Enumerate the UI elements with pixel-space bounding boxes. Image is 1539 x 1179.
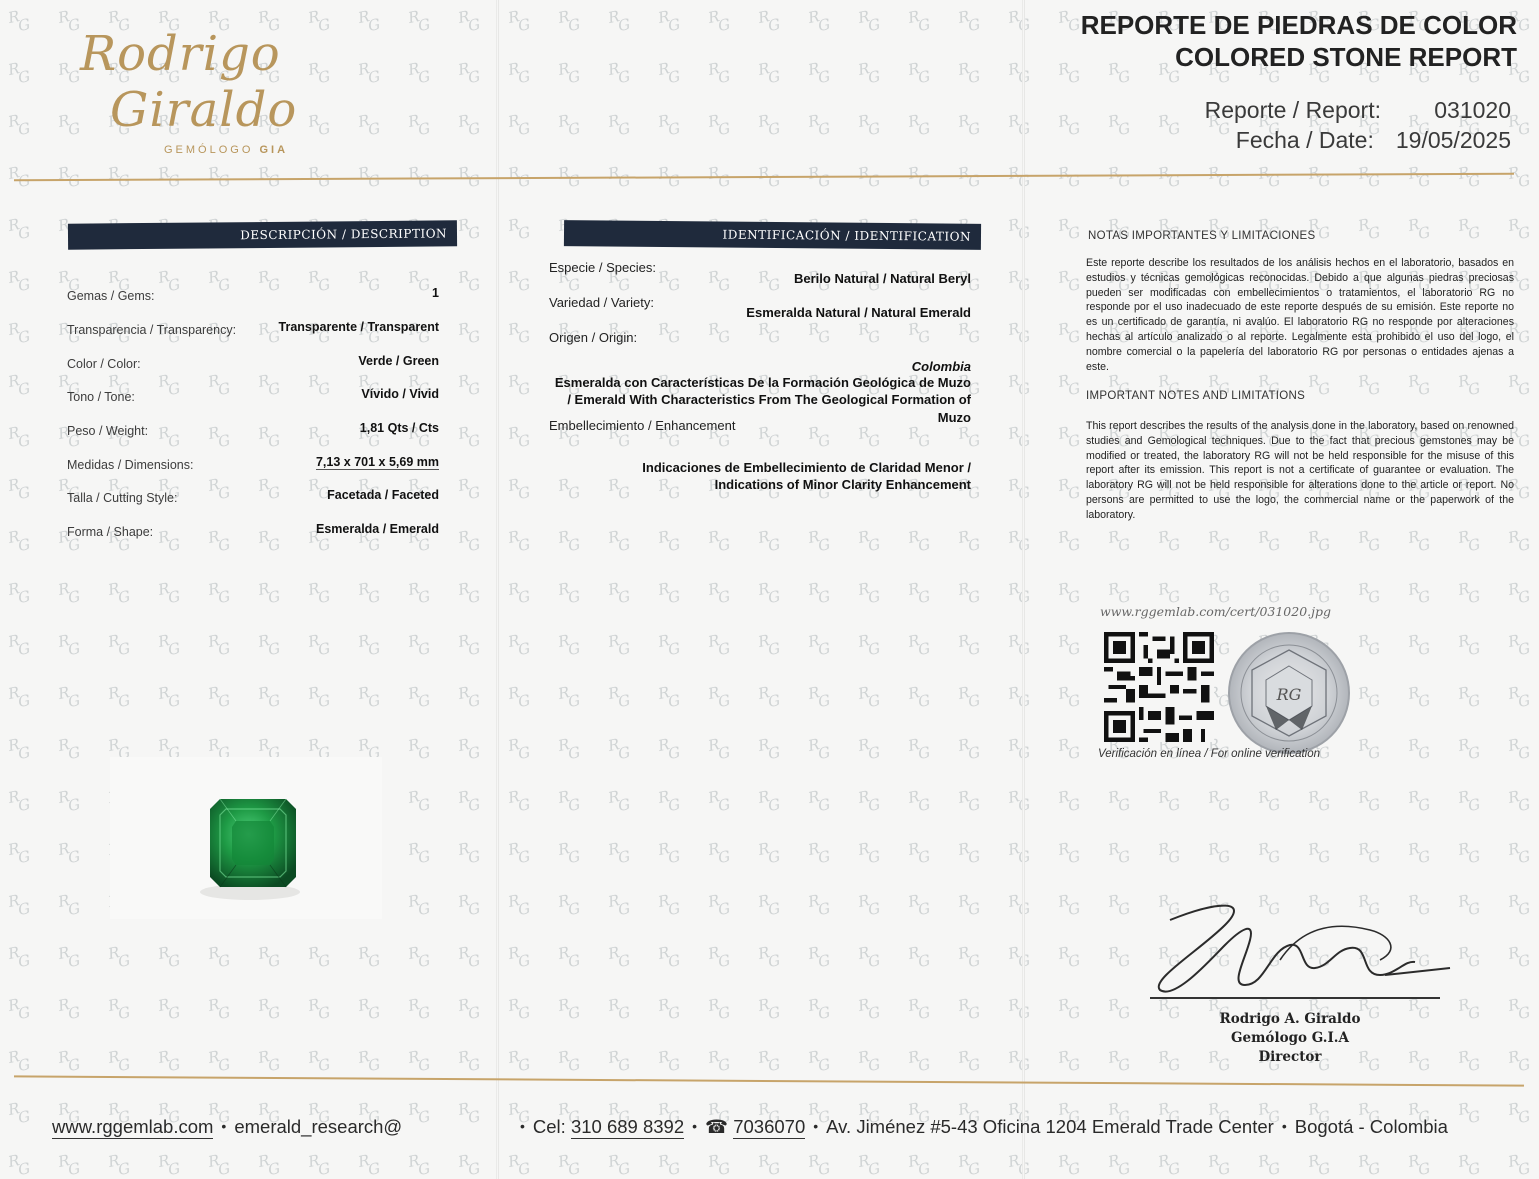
- description-row: [67, 387, 439, 410]
- origin-note-line-2: / Emerald With Characteristics From The Geological Formation of: [567, 392, 971, 407]
- origin-value: Colombia: [911, 359, 971, 374]
- row-label: Color / Color:: [67, 357, 141, 371]
- footer-city: Bogotá - Colombia: [1294, 1116, 1448, 1137]
- description-row: [67, 354, 439, 377]
- logo-line-1: Rodrigo: [80, 26, 281, 82]
- telephone-icon: ☎: [705, 1116, 729, 1137]
- footer-address: Av. Jiménez #5-43 Oficina 1204 Emerald Trade Center: [826, 1116, 1274, 1137]
- row-label: Forma / Shape:: [67, 525, 154, 539]
- notes-heading-en: IMPORTANT NOTES AND LIMITATIONS: [1086, 390, 1306, 402]
- row-label: Gemas / Gems:: [67, 289, 155, 303]
- origin-note-line-1: Esmeralda con Características De la Formación Geológica de Muzo: [554, 375, 971, 390]
- qr-code[interactable]: [1104, 632, 1214, 742]
- signature-line: [1150, 997, 1440, 999]
- variety-label: Variedad / Variety:: [549, 295, 655, 310]
- emerald-gem-image: [110, 757, 382, 919]
- description-row: [67, 455, 439, 478]
- enhancement-value-line-2: Indications of Minor Clarity Enhancement: [714, 477, 971, 492]
- footer-email[interactable]: emerald_research@: [234, 1116, 403, 1137]
- logo-line-2: Giraldo: [110, 82, 298, 138]
- logo-tagline: [164, 144, 288, 156]
- verification-url[interactable]: www.rggemlab.com/cert/031020.jpg: [1100, 604, 1332, 619]
- gemstone-photo: [110, 757, 382, 919]
- footer-phone[interactable]: 310 689 8392: [570, 1116, 685, 1137]
- notes-text-es: Este reporte describe los resultados de los análisis hechos en el laboratorio, basados en estudios y técnicas gemológicas reconocidas. Debido a que algunas piedras preciosas pueden ser modificadas con embellecimientos o tratamientos, el laboratorio RG no responde por el uso inadecuado de este reporte después de su emisión. Este reporte no es un certificado de garantía, ni avalúo. El laboratorio RG no responde por alteraciones hechas al artículo analizado o al reporte. Legalmente esta prohibido el uso del logo, el nombre comercial o la papelería del laboratorio RG por personas o entidades ajenas a este.: [1086, 257, 1514, 373]
- footer-right: [512, 1116, 1448, 1138]
- row-value: Verde / Green: [358, 354, 439, 368]
- species-label: Especie / Species:: [549, 260, 656, 275]
- separator-dot: •: [813, 1118, 819, 1134]
- title-english: COLORED STONE REPORT: [1175, 42, 1517, 72]
- separator-dot: •: [692, 1118, 698, 1134]
- signature-scrawl: [1130, 890, 1460, 1010]
- row-value: Facetada / Faceted: [327, 488, 439, 502]
- report-label: Reporte / Report:: [1204, 97, 1381, 123]
- row-label: Transparencia / Transparency:: [67, 323, 237, 337]
- date-value: 19/05/2025: [1395, 127, 1511, 153]
- enhancement-label: Embellecimiento / Enhancement: [549, 418, 736, 433]
- verification-caption: Verificación en línea / For online verification: [1098, 748, 1321, 760]
- origin-note-line-3: Muzo: [937, 410, 971, 425]
- row-label: Talla / Cutting Style:: [67, 491, 178, 505]
- signer-title: Gemólogo G.I.A: [1231, 1030, 1349, 1046]
- signer-name: Rodrigo A. Giraldo: [1219, 1011, 1361, 1027]
- description-row: [67, 286, 439, 309]
- row-value: Vívido / Vivid: [361, 387, 439, 401]
- row-value: 1: [432, 286, 439, 300]
- notes-text-en: This report describes the results of the analysis done in the laboratory, based on renowned studies and Gemological techniques. Due to the fact that precious gemstones may be modified or treated, the laboratory RG will not be held responsible for the misuse of this report after its emission. This report is not a certificate of guarantee or evaluation. The laboratory RG will not be held responsible for alterations done to the article or report. No persons are permitted to use the logo, the commercial name or the paperwork of the laboratory.: [1086, 420, 1514, 521]
- brand-logo: [70, 20, 310, 160]
- title-spanish: REPORTE DE PIEDRAS DE COLOR: [1080, 10, 1517, 40]
- separator-dot: •: [1281, 1118, 1287, 1134]
- row-label: Peso / Weight:: [67, 424, 149, 438]
- species-value: Berilo Natural / Natural Beryl: [794, 271, 971, 286]
- identification-heading: IDENTIFICACIÓN / IDENTIFICATION: [564, 220, 981, 250]
- report-value: 031020: [1434, 97, 1511, 123]
- origin-label: Origen / Origin:: [549, 330, 638, 345]
- seal-text: RG: [1276, 685, 1302, 704]
- tagline-gia: GIA: [259, 144, 289, 156]
- report-number-row: [1205, 97, 1511, 124]
- row-label: Medidas / Dimensions:: [67, 458, 194, 472]
- row-label: Tono / Tone:: [67, 390, 135, 404]
- row-value: Transparente / Transparent: [278, 320, 439, 334]
- signer-role: Director: [1258, 1049, 1322, 1065]
- description-row: [67, 320, 439, 343]
- row-value: Esmeralda / Emerald: [316, 522, 439, 536]
- description-heading: DESCRIPCIÓN / DESCRIPTION: [68, 220, 457, 249]
- hologram-seal: [1224, 630, 1354, 756]
- footer-website[interactable]: www.rggemlab.com: [52, 1116, 214, 1137]
- tagline-text: GEMÓLOGO: [164, 144, 254, 156]
- phone-label: Cel:: [532, 1116, 566, 1137]
- variety-value: Esmeralda Natural / Natural Emerald: [746, 305, 971, 320]
- description-row: [67, 421, 439, 444]
- footer-left: [52, 1116, 402, 1138]
- separator-dot: •: [221, 1118, 227, 1134]
- footer-tel[interactable]: 7036070: [733, 1116, 806, 1137]
- date-label: Fecha / Date:: [1235, 127, 1374, 153]
- date-row: [1236, 127, 1511, 154]
- notes-heading-es: NOTAS IMPORTANTES Y LIMITACIONES: [1088, 230, 1316, 242]
- row-value: 7,13 x 701 x 5,69 mm: [315, 455, 439, 469]
- description-row: [67, 522, 439, 545]
- separator-dot: •: [520, 1118, 525, 1134]
- enhancement-value-line-1: Indicaciones de Embellecimiento de Claridad Menor /: [642, 460, 971, 475]
- row-value: 1,81 Qts / Cts: [359, 421, 439, 435]
- description-row: [67, 488, 439, 511]
